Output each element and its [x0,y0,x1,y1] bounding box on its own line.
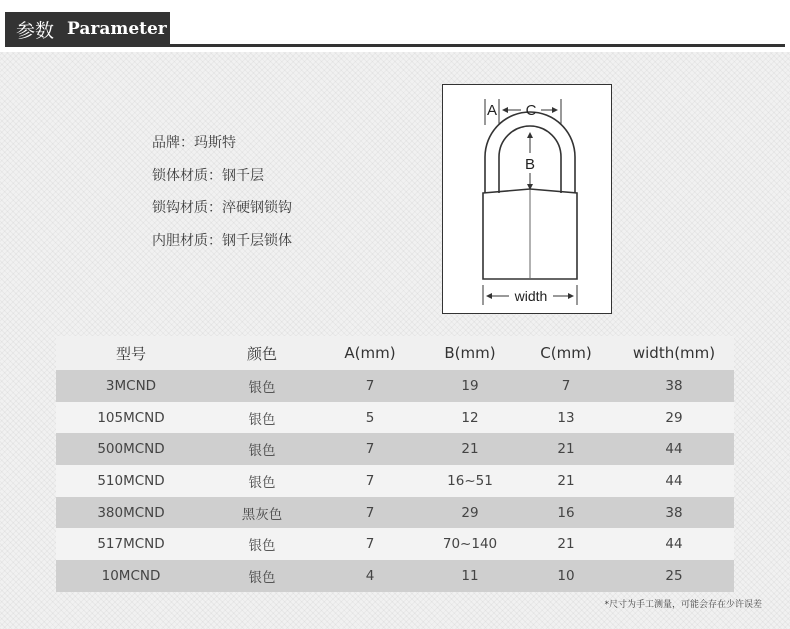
spec-item-brand [152,126,292,159]
header-divider [5,44,785,47]
table-row [56,370,734,402]
cell-b: 21 [422,433,518,465]
measurement-note: *尺寸为手工测量，可能会存在少许误差 [604,600,762,610]
section-header [0,0,790,52]
cell-a: 5 [318,402,422,434]
section-title-cn: 参数 [16,19,55,42]
cell-c: 10 [518,560,614,592]
cell-a: 7 [318,465,422,497]
cell-a: 7 [318,370,422,402]
cell-model: 10MCND [56,560,206,592]
cell-model: 105MCND [56,402,206,434]
cell-b: 19 [422,370,518,402]
cell-model: 510MCND [56,465,206,497]
cell-c: 21 [518,465,614,497]
cell-color: 银色 [206,433,318,465]
spec-label: 品牌 [152,135,180,152]
table-row [56,497,734,529]
table-row [56,402,734,434]
header-b: B(mm) [422,336,518,370]
cell-b: 70~140 [422,528,518,560]
cell-model: 380MCND [56,497,206,529]
spec-list [152,126,292,256]
spec-separator: ： [180,135,194,152]
spec-value: 玛斯特 [194,135,236,152]
cell-c: 7 [518,370,614,402]
diagram-label-a: A [486,102,498,119]
cell-model: 500MCND [56,433,206,465]
diagram-label-b: B [524,156,536,173]
cell-b: 16~51 [422,465,518,497]
spec-item-shackle-material [152,191,292,224]
spec-separator: ： [208,167,222,184]
cell-width: 25 [614,560,734,592]
header-model: 型号 [56,336,206,370]
cell-color: 银色 [206,465,318,497]
cell-a: 7 [318,497,422,529]
table-header-row [56,336,734,370]
spec-item-core-material [152,224,292,257]
spec-label: 锁体材质 [152,167,208,184]
spec-label: 锁钩材质 [152,200,208,217]
cell-width: 38 [614,370,734,402]
diagram-label-width: width [514,288,548,304]
cell-width: 38 [614,497,734,529]
parameter-table [56,336,734,592]
table-row [56,560,734,592]
header-color: 颜色 [206,336,318,370]
cell-b: 12 [422,402,518,434]
cell-c: 16 [518,497,614,529]
spec-value: 钢千层锁体 [222,232,292,249]
cell-c: 21 [518,433,614,465]
spec-value: 钢千层 [222,167,264,184]
table-row [56,528,734,560]
cell-width: 29 [614,402,734,434]
cell-model: 3MCND [56,370,206,402]
spec-separator: ： [208,200,222,217]
cell-width: 44 [614,465,734,497]
cell-color: 黑灰色 [206,497,318,529]
cell-color: 银色 [206,528,318,560]
diagram-label-c: C [525,102,537,119]
cell-b: 11 [422,560,518,592]
table-row [56,465,734,497]
header-width: width(mm) [614,336,734,370]
cell-c: 21 [518,528,614,560]
cell-color: 银色 [206,560,318,592]
spec-item-body-material [152,159,292,192]
cell-width: 44 [614,528,734,560]
cell-a: 7 [318,433,422,465]
cell-width: 44 [614,433,734,465]
cell-a: 7 [318,528,422,560]
cell-color: 银色 [206,370,318,402]
cell-color: 银色 [206,402,318,434]
table-row [56,433,734,465]
spec-separator: ： [208,232,222,249]
cell-c: 13 [518,402,614,434]
section-title-en: Parameter [67,19,167,39]
spec-value: 淬硬钢锁钩 [222,200,292,217]
spec-label: 内胆材质 [152,232,208,249]
section-title-tab [5,12,170,46]
cell-model: 517MCND [56,528,206,560]
padlock-dimension-diagram [442,84,612,314]
cell-a: 4 [318,560,422,592]
padlock-icon [443,85,611,313]
cell-b: 29 [422,497,518,529]
header-c: C(mm) [518,336,614,370]
header-a: A(mm) [318,336,422,370]
